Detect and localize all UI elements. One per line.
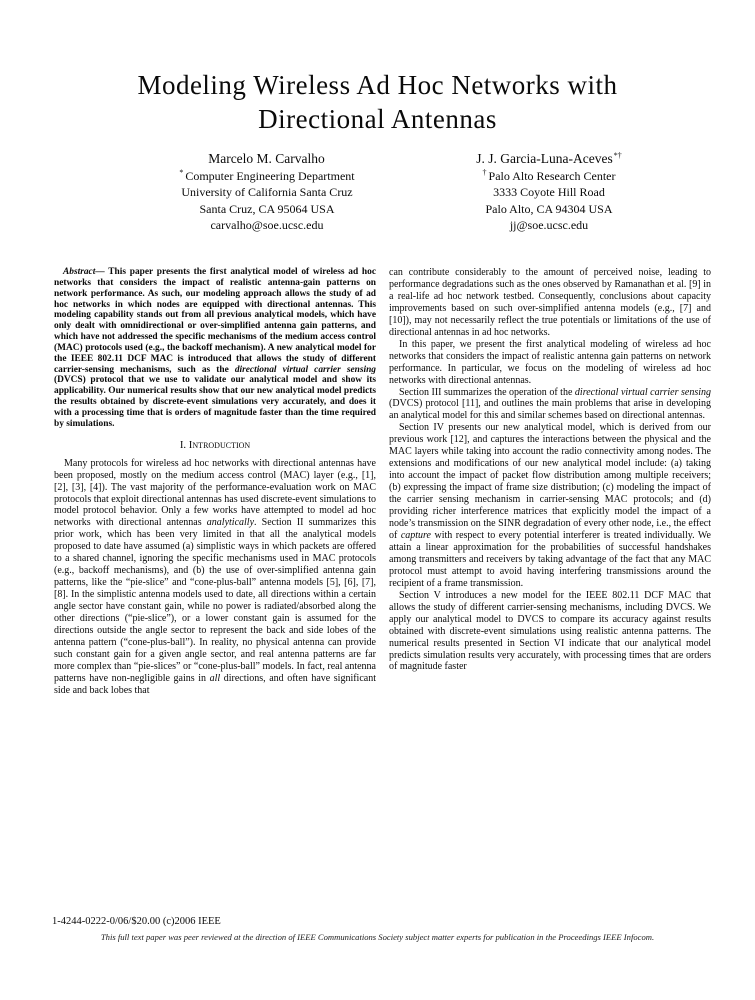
intro-paragraph-4: Section IV presents our new analytical model, which is derived from our previous work [12], and captures the interactions between the physical and the MAC layers while taking into account the radio connectivity among nodes. The extensions and modifications of our new analytical model include: (a) taking into account the impact of packet flow distribution among multiple receivers; (b) expressing the impact of frame size distribution; (c) modeling the impact of the carrier sensing mechanism in carrier-sensing MAC protocols; and (d) providing richer interference matrices that explicitly model the impact of a node’s transmission on the SINR degradation of every other node, i.e., the effect of capture with respect to every potential interferer is treated individually. We attain a linear approximation for the probabilities of successful handshakes among transmitters and receivers by taking advantage of the fact that any MAC protocol must attempt to avoid having interfering transmissions around the recipient of a frame transmission. — [389, 422, 711, 589]
author-address: Palo Alto, CA 94304 USA — [485, 201, 613, 216]
author-name-text: Marcelo M. Carvalho — [208, 151, 325, 166]
abstract-paragraph: Abstract— This paper presents the first analytical model of wireless ad hoc networks that considers the impact of realistic antenna-gain patterns on network performance. As such, our modeling approach allows the study of ad hoc networks in which nodes are equipped with directional antennas. This modeling capability stands out from all previous analytical models, which have only dealt with omnidirectional or over-simplified antenna gain patterns, and which have not addressed the specific mechanisms of the medium access control (MAC) protocols used (e.g., the backoff mechanism). A new analytical model for the IEEE 802.11 DCF MAC is introduced that allows the study of different carrier-sensing mechanisms, such as the directional virtual carrier sensing (DVCS) protocol that we use to validate our analytical model and show its applicability. Our numerical results show that our new analytical model predicts the results obtained by discrete-event simulations very accurately, and does it with a processing time that is orders of magnitude faster than the time required by simulations. — [54, 267, 376, 429]
author-address: Santa Cruz, CA 95064 USA — [199, 201, 335, 216]
author-name — [112, 151, 422, 168]
section-heading-introduction: I. Introduction — [179, 438, 251, 451]
author-department-text: Computer Engineering Department — [185, 168, 355, 183]
author-department — [394, 168, 704, 185]
author-name-superscript: *† — [613, 150, 622, 160]
right-column — [389, 267, 711, 915]
footer-peer-review-notice: This full text paper was peer reviewed at the direction of IEEE Communications Society subject matter experts for publication in the Proceedings IEEE Infocom. — [100, 932, 655, 942]
footer-copyright: 1-4244-0222-0/06/$20.00 (c)2006 IEEE — [52, 916, 221, 927]
affiliation-marker: † — [482, 167, 487, 177]
intro-paragraph-3: Section III summarizes the operation of the directional virtual carrier sensing (DVCS) protocol [11], and outlines the main problems that arise in developing an analytical model for this and similar schemes based on directional antennas. — [389, 386, 711, 422]
author-department-text: Palo Alto Research Center — [488, 168, 616, 183]
author-organization: 3333 Coyote Hill Road — [493, 185, 605, 199]
left-column — [54, 267, 376, 915]
intro-paragraph-1-continued: can contribute considerably to the amount of perceived noise, leading to performance degradations such as the ones observed by Ramanathan et al. [9] in a real-life ad hoc network testbed. Consequently, conclusions about capacity improvements based on such over-simplified antenna models (e.g., [7] and [10]), may not necessarily reflect the true potentials or limitations of the use of directional antennas in ad hoc networks. — [389, 267, 711, 338]
author-email: carvalho@soe.ucsc.edu — [210, 218, 324, 232]
affiliation-marker: * — [179, 167, 184, 177]
author-name — [394, 151, 704, 168]
author-department — [112, 168, 422, 185]
paper-title-line2: Directional Antennas — [258, 104, 497, 134]
author-organization: University of California Santa Cruz — [181, 185, 353, 199]
author-email: jj@soe.ucsc.edu — [509, 218, 589, 232]
paper-title-line1: Modeling Wireless Ad Hoc Networks with — [137, 70, 618, 100]
intro-paragraph-2: In this paper, we present the first analytical modeling of wireless ad hoc networks that considers the impact of realistic antenna gain patterns on network performance. In particular, we focus on the modeling of wireless ad hoc networks with directional antennas. — [389, 338, 711, 386]
paper-title — [0, 68, 755, 136]
author-block-garcia-luna-aceves — [394, 151, 704, 234]
author-block-carvalho — [112, 151, 422, 234]
intro-paragraph-5: Section V introduces a new model for the IEEE 802.11 DCF MAC that allows the study of different carrier-sensing mechanisms, including DVCS. We apply our analytical model to DVCS to compare its accuracy against results obtained with discrete-event simulations using realistic antenna patterns. The numerical results presented in Section VI indicate that our analytical model predicts simulation results very accurately, with processing times that are orders of magnitude faster — [389, 589, 711, 673]
author-name-text: J. J. Garcia-Luna-Aceves — [476, 151, 613, 166]
intro-paragraph-1: Many protocols for wireless ad hoc networks with directional antennas have been proposed, mostly on the medium access control (MAC) layer (e.g., [1], [2], [3], [4]). The vast majority of the performance-evaluation work on MAC protocols that exploit directional antennas has used discrete-event simulations to model protocol behavior. Only a few works have attempted to model ad hoc networks with directional antennas analytically. Section II summarizes this prior work, which has been very limited in that all the analytical models proposed to date have assumed (a) simplistic ways in which packets are offered to a shared channel, ignoring the specific mechanisms used in MAC protocols (e.g., backoff mechanisms), and (b) the use of over-simplified antenna gain patterns, like the “pie-slice” and “cone-plus-ball” antenna models [5], [6], [7], [8]. In the simplistic antenna models used to date, all directions within a certain angle sector have constant gain, while no power is radiated/absorbed along the other directions (“pie-slice”), or a lower constant gain is assumed for the directions outside the angle sector to represent the back and side lobes of the antenna pattern (“cone-plus-ball”). In reality, no physical antenna can provide such constant gain for a given angle sector, and real antenna patterns are far more complex than “pie-slices” or “cone-plus-ball” models. In fact, real antenna patterns have non-negligible gains in all directions, and often have significant side and back lobes that — [54, 457, 376, 696]
